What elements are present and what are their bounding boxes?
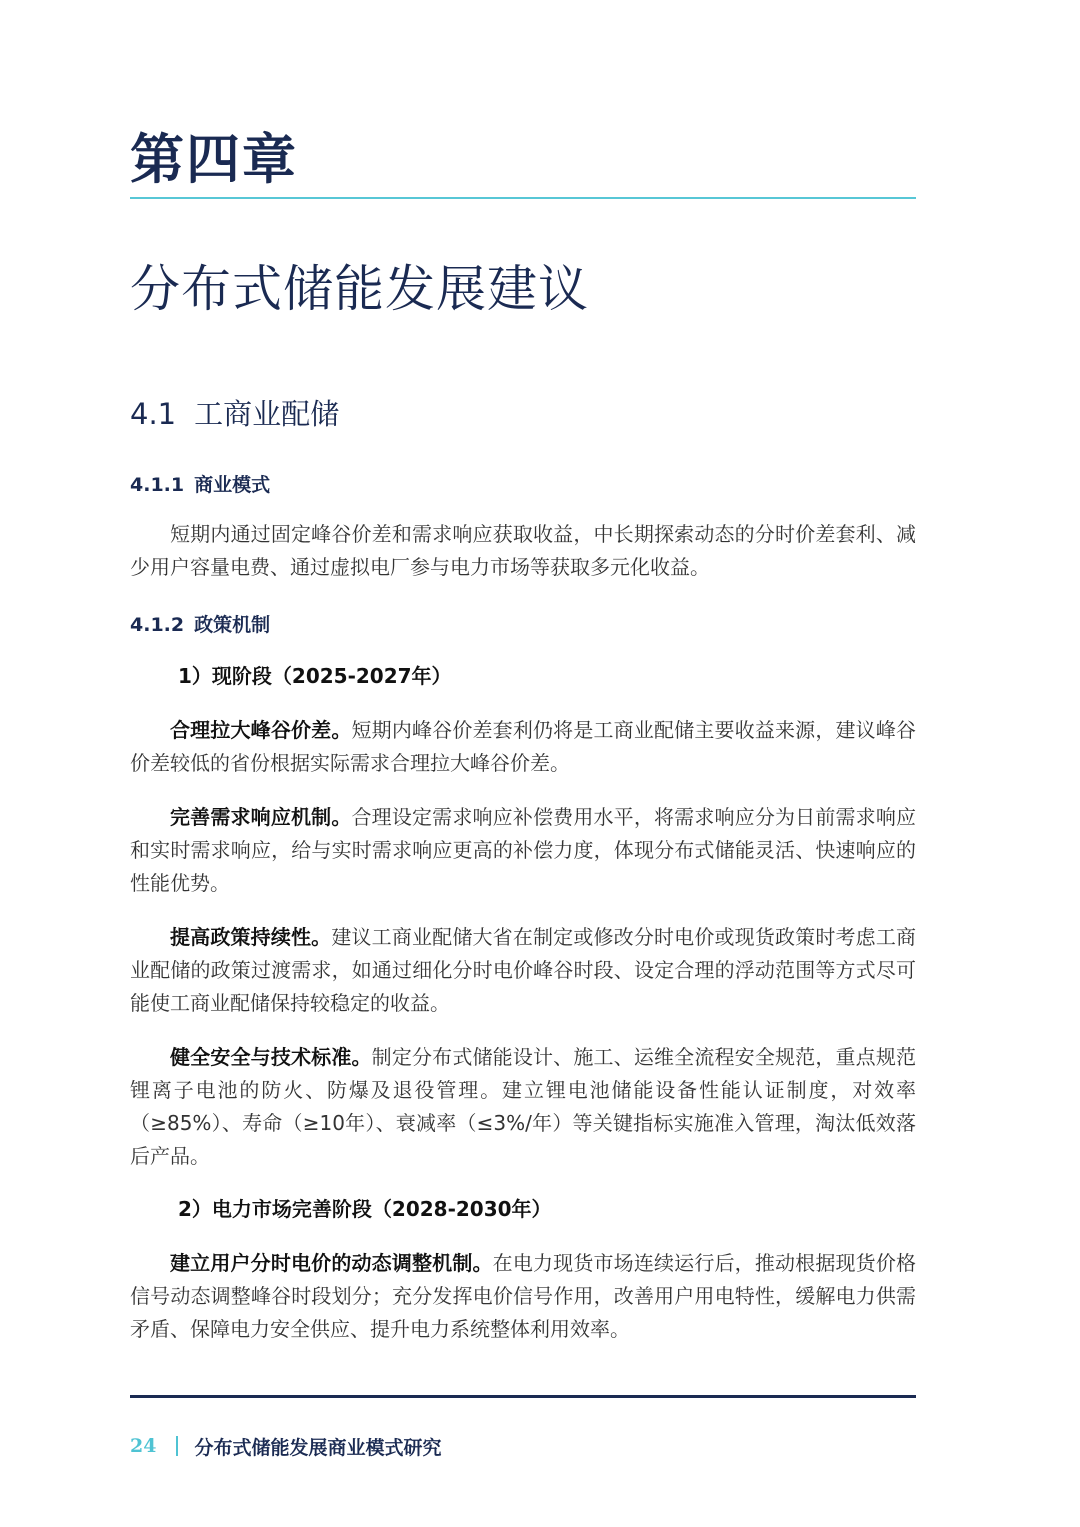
footer-divider bbox=[130, 1395, 916, 1398]
paragraph-text: 合理设定需求响应补偿费用水平，将需求响应分为日前需求响应和实时需求响应，给与实时需求响应更高的补偿力度，体现分布式储能灵活、快速响应的性能优势。 bbox=[130, 805, 916, 895]
section-heading bbox=[130, 392, 339, 436]
page-footer bbox=[130, 1430, 441, 1462]
paragraph-lead: 健全安全与技术标准。 bbox=[170, 1045, 372, 1069]
chapter-subtitle: 分布式储能发展建议 bbox=[130, 260, 589, 318]
subsection-number: 4.1.2 bbox=[130, 614, 185, 636]
footer-separator bbox=[176, 1436, 178, 1456]
paragraph-lead: 提高政策持续性。 bbox=[170, 925, 332, 949]
stage-heading-current: 1）现阶段（2025-2027年） bbox=[178, 664, 452, 688]
policy-paragraph-continuity bbox=[130, 921, 916, 1020]
subsection-heading-business-model bbox=[130, 470, 270, 500]
policy-paragraph-dynamic-pricing bbox=[130, 1247, 916, 1346]
subsection-number: 4.1.1 bbox=[130, 474, 185, 496]
section-title: 工商业配储 bbox=[194, 397, 340, 431]
paragraph-text: 短期内峰谷价差套利仍将是工商业配储主要收益来源，建议峰谷价差较低的省份根据实际需求合理拉大峰谷价差。 bbox=[130, 718, 916, 775]
paragraph-lead: 完善需求响应机制。 bbox=[170, 805, 352, 829]
policy-paragraph-safety-standards bbox=[130, 1041, 916, 1173]
paragraph-lead: 合理拉大峰谷价差。 bbox=[170, 718, 352, 742]
policy-paragraph-peak-valley bbox=[130, 714, 916, 780]
business-model-paragraph: 短期内通过固定峰谷价差和需求响应获取收益，中长期探索动态的分时价差套利、减少用户容量电费、通过虚拟电厂参与电力市场等获取多元化收益。 bbox=[130, 522, 916, 579]
chapter-divider bbox=[130, 197, 916, 199]
subsection-title: 商业模式 bbox=[194, 474, 271, 496]
policy-paragraph-demand-response bbox=[130, 801, 916, 900]
paragraph-lead: 建立用户分时电价的动态调整机制。 bbox=[170, 1251, 493, 1275]
chapter-title: 第四章 bbox=[130, 128, 298, 191]
paragraph-text: 建议工商业配储大省在制定或修改分时电价或现货政策时考虑工商业配储的政策过渡需求，如通过细化分时电价峰谷时段、设定合理的浮动范围等方式尽可能使工商业配储保持较稳定的收益。 bbox=[130, 925, 917, 1015]
paragraph-text: 制定分布式储能设计、施工、运维全流程安全规范，重点规范锂离子电池的防火、防爆及退役管理。建立锂电池储能设备性能认证制度，对效率（≥85%）、寿命（≥10年）、衰减率（≤3%/年）等关键指标实施准入管理，淘汰低效落后产品。 bbox=[130, 1045, 917, 1168]
footer-document-title: 分布式储能发展商业模式研究 bbox=[194, 1436, 442, 1459]
subsection-heading-policy bbox=[130, 610, 270, 640]
section-number: 4.1 bbox=[130, 397, 177, 431]
stage-heading-market: 2）电力市场完善阶段（2028-2030年） bbox=[178, 1197, 552, 1221]
paragraph-text: 在电力现货市场连续运行后，推动根据现货价格信号动态调整峰谷时段划分；充分发挥电价信号作用，改善用户用电特性，缓解电力供需矛盾、保障电力安全供应、提升电力系统整体利用效率。 bbox=[130, 1251, 917, 1341]
page-number: 24 bbox=[130, 1435, 157, 1457]
subsection-title: 政策机制 bbox=[194, 614, 271, 636]
